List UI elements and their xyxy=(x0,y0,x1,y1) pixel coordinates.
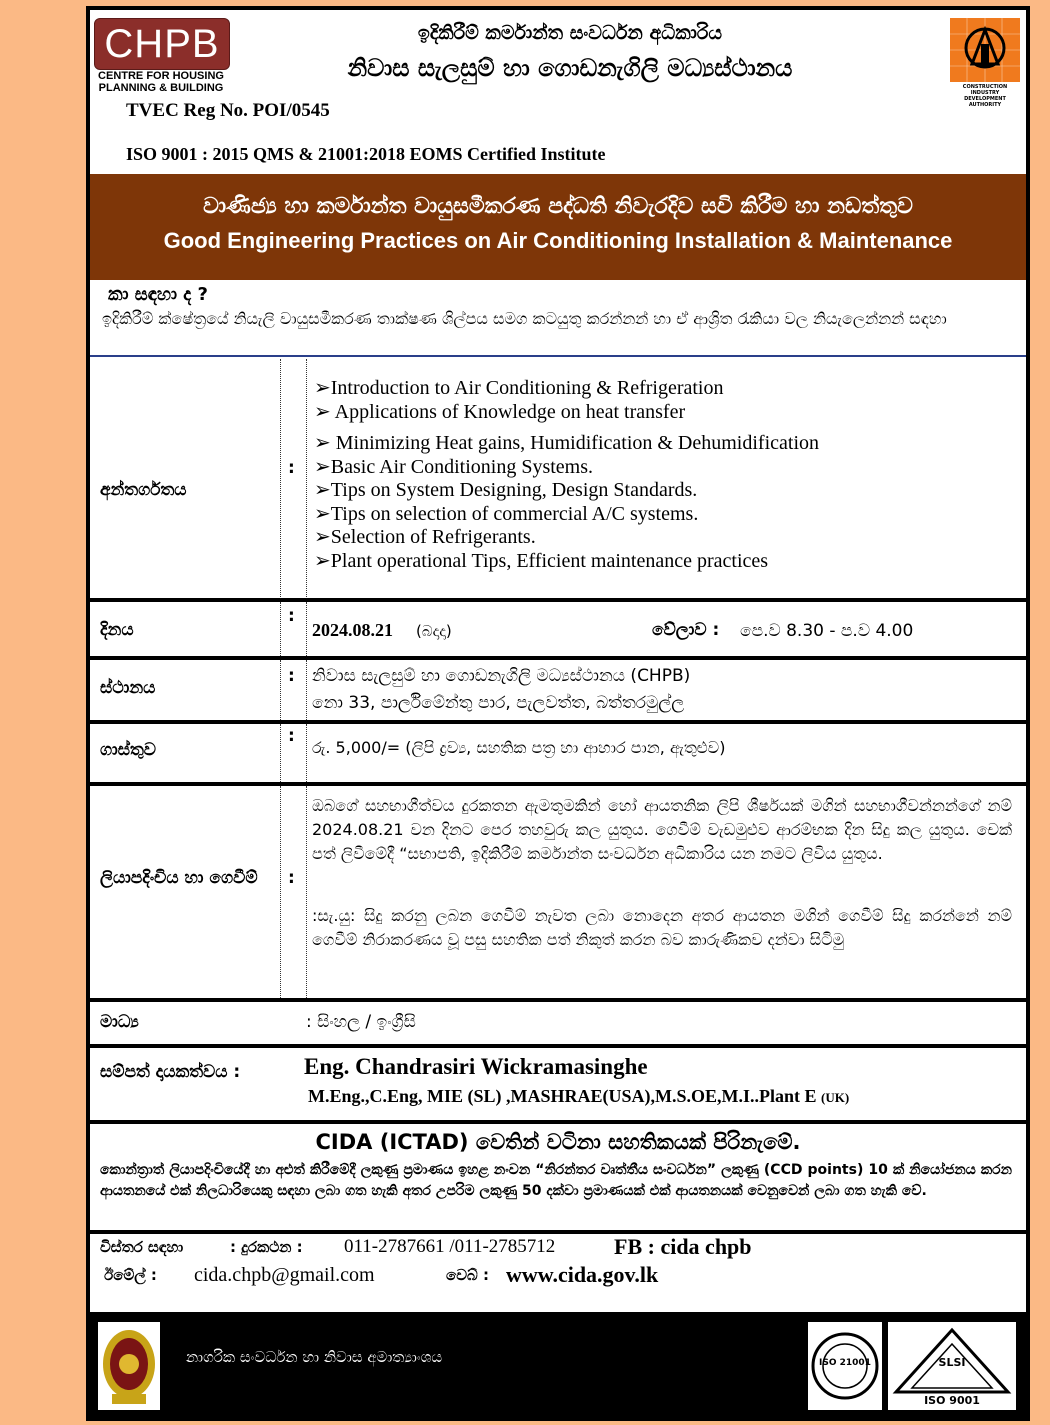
column-divider xyxy=(306,786,307,998)
chpb-logo-subtitle: CENTRE FOR HOUSING PLANNING & BUILDING xyxy=(98,70,224,94)
org-name-si-1: ඉදිකිරීම් කර්මාන්ත සංවර්ධන අධිකාරිය xyxy=(417,22,723,44)
column-divider xyxy=(280,359,281,597)
quals-uk: (UK) xyxy=(821,1090,850,1105)
registration-colon: : xyxy=(288,868,295,888)
list-item: ➢Basic Air Conditioning Systems. xyxy=(314,455,593,478)
row-separator xyxy=(90,1120,1026,1124)
audience-question: කා සඳහා ද ? xyxy=(108,284,208,305)
column-divider xyxy=(306,602,307,656)
email-label: ඊමේල් : xyxy=(104,1266,157,1284)
list-item: ➢Selection of Refrigerants. xyxy=(314,526,536,548)
list-item: ➢Tips on selection of commercial A/C systems. xyxy=(314,502,699,525)
list-item: ➢Tips on System Designing, Design Standards. xyxy=(314,479,698,501)
content-colon: : xyxy=(288,458,295,478)
emblem-icon xyxy=(98,1322,160,1410)
row-separator xyxy=(90,598,1026,602)
flyer-page xyxy=(86,6,1030,1421)
org-name-si-2: නිවාස සැලසුම් හා ගොඩනැගිලි මධ්‍යස්ථානය xyxy=(347,54,793,82)
list-item: ➢ Applications of Knowledge on heat transfer xyxy=(314,400,686,423)
cert-text: කොන්ත්‍රාත් ලියාපදිංචියේදී හා අළුත් කිරීමේදී ලකුණු ප්‍රමාණය ඉහළ නංවන “නිරන්තර වෘත්තීය සංවර්ධන” ලකුණු (CCD points) 10 ක් නියෝජනය කරන ආයතනයේ එක් නිලධාරියෙකු සඳහා ලබා ගත හැකි අතර උපරිම ලකුණු 50 දක්වා ප්‍රමාණයක් එක් ආයතනයක් වෙනුවෙන් ලබා ගත හැකි වේ. xyxy=(100,1162,1012,1199)
list-item: ➢ Minimizing Heat gains, Humidification & Dehumidification xyxy=(314,432,819,454)
time-value: පෙ.ව 8.30 - ප.ව 4.00 xyxy=(740,621,914,641)
ministry-name: නාගරික සංවර්ධන හා නිවාස අමාත්‍යාංශය xyxy=(186,1348,443,1366)
slsi-iso9001-badge xyxy=(888,1322,1016,1410)
facebook-handle: FB : cida chpb xyxy=(614,1234,752,1259)
row-separator xyxy=(90,1044,1026,1048)
fee-colon: : xyxy=(288,726,295,746)
column-divider xyxy=(280,602,281,656)
row-separator xyxy=(90,782,1026,786)
medium-label: මාධ්‍ය xyxy=(100,1012,139,1032)
row-separator xyxy=(90,656,1026,660)
iso21001-text: ISO 21001 xyxy=(819,1358,871,1368)
column-divider xyxy=(306,724,307,782)
row-separator xyxy=(90,1230,1026,1234)
resource-person-name: Eng. Chandrasiri Wickramasinghe xyxy=(304,1054,648,1079)
resource-person-quals xyxy=(308,1086,849,1107)
phone-label: : දුරකථන : xyxy=(230,1238,303,1256)
resource-label: සම්පත් දායකත්වය : xyxy=(100,1062,241,1082)
column-divider xyxy=(280,724,281,782)
column-divider xyxy=(280,786,281,998)
flyer-body xyxy=(90,10,1026,1312)
banner-title-en: Good Engineering Practices on Air Conditioning Installation & Maintenance xyxy=(163,228,953,253)
slsi-text: SLSI xyxy=(938,1356,966,1369)
website: www.cida.gov.lk xyxy=(506,1262,659,1287)
column-divider xyxy=(280,660,281,720)
chpb-logo-text: CHPB xyxy=(104,22,220,66)
medium-value: : සිංහල / ඉංග්‍රීසි xyxy=(306,1012,416,1032)
iso21001-badge xyxy=(808,1322,882,1410)
row-separator xyxy=(90,998,1026,1002)
content-list xyxy=(314,377,819,573)
chpb-logo xyxy=(94,18,230,70)
list-item: ➢Plant operational Tips, Efficient maintenance practices xyxy=(314,549,769,572)
venue-line-1: නිවාස සැලසුම් හා ගොඩනැගිලි මධ්‍යස්ථානය (CHPB) xyxy=(312,666,691,686)
registration-note: :සැ.යු: සිදු කරනු ලබන ගෙවීම් නැවත ලබා නොදෙන අතර ආයතන මගින් ගෙවීම් සිදු කරන්නේ නම් ගෙවීම් නිරාකරණය වූ පසු සහතික පත් නිකුත් කරන බව කාරුණිකව දන්වා සිටිමු xyxy=(312,906,1012,949)
cert-title: CIDA (ICTAD) වෙතින් වටිනා සහතිකයක් පිරිනැමේ. xyxy=(315,1130,801,1154)
title-banner xyxy=(90,174,1026,280)
column-divider xyxy=(306,359,307,597)
cida-logo xyxy=(950,18,1020,108)
cida-logo-caption: CONSTRUCTION INDUSTRY DEVELOPMENT AUTHORITY xyxy=(962,84,1008,108)
fee-label: ගාස්තුව xyxy=(100,740,156,760)
web-label: වෙබ් : xyxy=(446,1266,489,1284)
divider xyxy=(90,355,1026,357)
registration-label: ලියාපදිංචිය හා ගෙවීම් xyxy=(100,868,258,888)
venue-colon: : xyxy=(288,666,295,686)
time-label: වේලාව : xyxy=(652,620,720,640)
quals-text: M.Eng.,C.Eng, MIE (SL) ,MASHRAE(USA),M.S.OE,M.I..Plant E xyxy=(308,1086,817,1106)
date-label: දිනය xyxy=(100,620,134,640)
fee-value: රු. 5,000/= (ලිපි ද්‍රව්‍ය, සහතික පත්‍ර හා ආහාර පාන, ඇතුළුව) xyxy=(312,738,726,757)
date-day: (බදාදා) xyxy=(416,622,452,640)
column-divider xyxy=(306,660,307,720)
tvec-reg: TVEC Reg No. POI/0545 xyxy=(126,100,330,121)
contact-details-label: විස්තර සඳහා xyxy=(100,1238,184,1256)
iso9001-text: ISO 9001 xyxy=(924,1394,980,1407)
sri-lanka-emblem xyxy=(98,1322,160,1410)
row-separator xyxy=(90,720,1026,724)
list-item: ➢Introduction to Air Conditioning & Refrigeration xyxy=(314,377,724,399)
footer xyxy=(86,1312,1030,1421)
banner-title-si: වාණිජ්‍ය හා කර්මාන්ත වායුසමීකරණ පද්ධති නිවැරදිව සවි කිරීම හා නඩත්තුව xyxy=(203,194,913,219)
venue-label: ස්ථානය xyxy=(100,678,156,698)
registration-text: ඔබගේ සහභාගීත්වය දුරකතන ඇමතුමකින් හෝ ආයතනික ලිපි ශීර්ෂයක් මගින් සහභාගීවන්නන්ගේ නම් 2024.08.21 වන දිනට පෙර තහවුරු කල යුතුය. ගෙවීම් වැඩමුළුව ආරම්භක දින සිදු කල යුතුය. චෙක් පත් ලිවීමේදී “සභාපති, ඉදිකිරීම් කර්මාන්ත සංවර්ධන අධිකාරිය යන නමට ලිවිය යුතුය. xyxy=(312,796,1012,863)
phone-numbers: 011-2787661 /011-2785712 xyxy=(344,1236,556,1257)
date-value: 2024.08.21 xyxy=(312,620,393,640)
content-label: අන්තර්ගතය xyxy=(100,480,187,500)
date-colon: : xyxy=(288,606,295,626)
audience-text: ඉදිකිරීම් ක්ෂේත්‍රයේ නියැලි වායුසමීකරණ තාක්ෂණ ශිල්පය සමග කටයුතු කරන්නන් හා ඒ ආශ්‍රිත රැකියා වල නියැලෙන්නන් සඳහා xyxy=(102,309,947,328)
venue-line-2: නො 33, පාර්ලිමේන්තු පාර, පැලවත්ත, බත්තරමුල්ල xyxy=(312,693,685,713)
iso-cert-line: ISO 9001 : 2015 QMS & 21001:2018 EOMS Certified Institute xyxy=(126,144,606,164)
email-address: cida.chpb@gmail.com xyxy=(194,1264,375,1286)
